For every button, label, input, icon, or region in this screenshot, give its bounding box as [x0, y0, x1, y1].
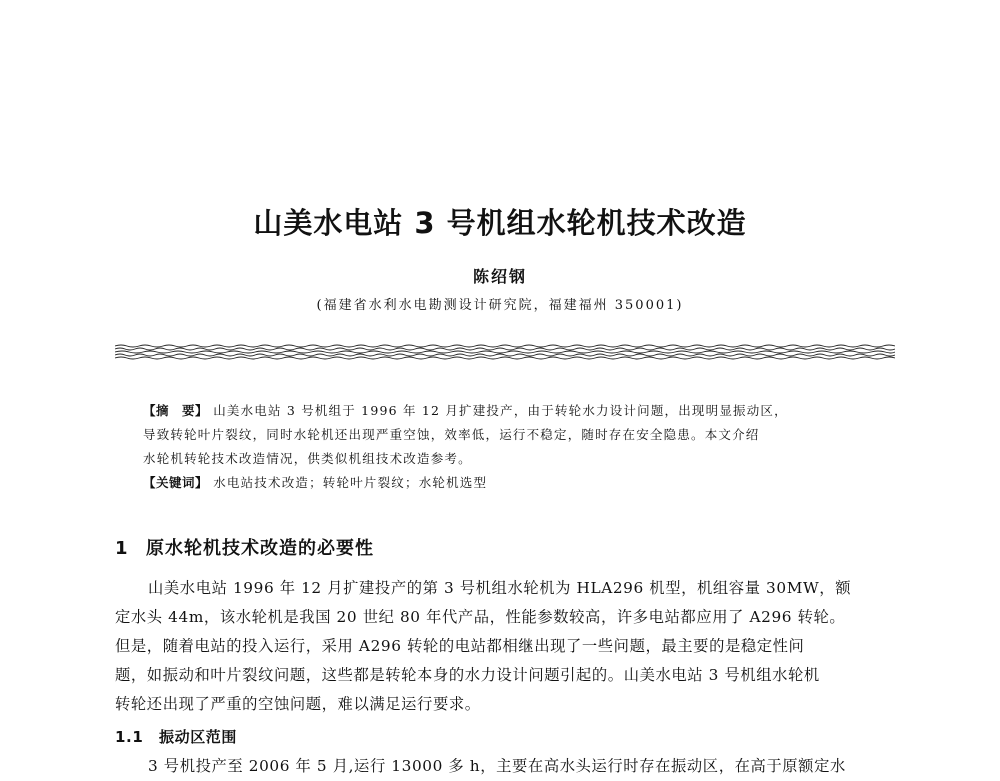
abstract-text: 山美水电站 3 号机组于 1996 年 12 月扩建投产，由于转轮水力设计问题，出现明显振动区，	[213, 403, 788, 418]
abstract-block	[143, 399, 883, 495]
body-line: 定水头 44m，该水轮机是我国 20 世纪 80 年代产品，性能参数较高，许多电站都应用了 A296 转轮。	[115, 608, 846, 626]
keywords-line	[143, 471, 883, 495]
decorative-wave-rule	[115, 343, 895, 361]
body-line: 转轮还出现了严重的空蚀问题，难以满足运行要求。	[115, 695, 481, 713]
subsection-title: 振动区范围	[159, 728, 238, 746]
author-affiliation: (福建省水利水电勘测设计研究院，福建福州 350001)	[316, 298, 684, 313]
abstract-label: 【摘 要】	[143, 403, 209, 418]
section-number: 1	[115, 538, 129, 559]
section-body	[115, 574, 900, 719]
body-line: 题，如振动和叶片裂纹问题，这些都是转轮本身的水力设计问题引起的。山美水电站 3 号机组水轮机	[115, 666, 820, 684]
abstract-line: 导致转轮叶片裂纹，同时水轮机还出现严重空蚀，效率低，运行不稳定，随时存在安全隐患。本文介绍	[143, 427, 760, 442]
paper-title: 山美水电站 3 号机组水轮机技术改造	[253, 206, 747, 240]
subsection-number: 1.1	[115, 728, 144, 746]
subsection-heading	[115, 725, 237, 749]
body-line: 山美水电站 1996 年 12 月扩建投产的第 3 号机组水轮机为 HLA296 机型，机组容量 30MW，额	[148, 579, 852, 597]
section-heading	[115, 536, 374, 562]
subsection-first-line: 3 号机投产至 2006 年 5 月,运行 13000 多 h，主要在高水头运行时存在振动区，在高于原额定水	[148, 757, 846, 775]
author-name: 陈绍钢	[472, 267, 527, 286]
keywords-text: 水电站技术改造；转轮叶片裂纹；水轮机选型	[213, 475, 488, 490]
abstract-line	[143, 399, 883, 423]
keywords-label: 【关键词】	[143, 475, 209, 490]
section-title: 原水轮机技术改造的必要性	[146, 538, 374, 559]
abstract-line: 水轮机转轮技术改造情况，供类似机组技术改造参考。	[143, 451, 472, 466]
body-line: 但是，随着电站的投入运行，采用 A296 转轮的电站都相继出现了一些问题，最主要的是稳定性问	[115, 637, 805, 655]
